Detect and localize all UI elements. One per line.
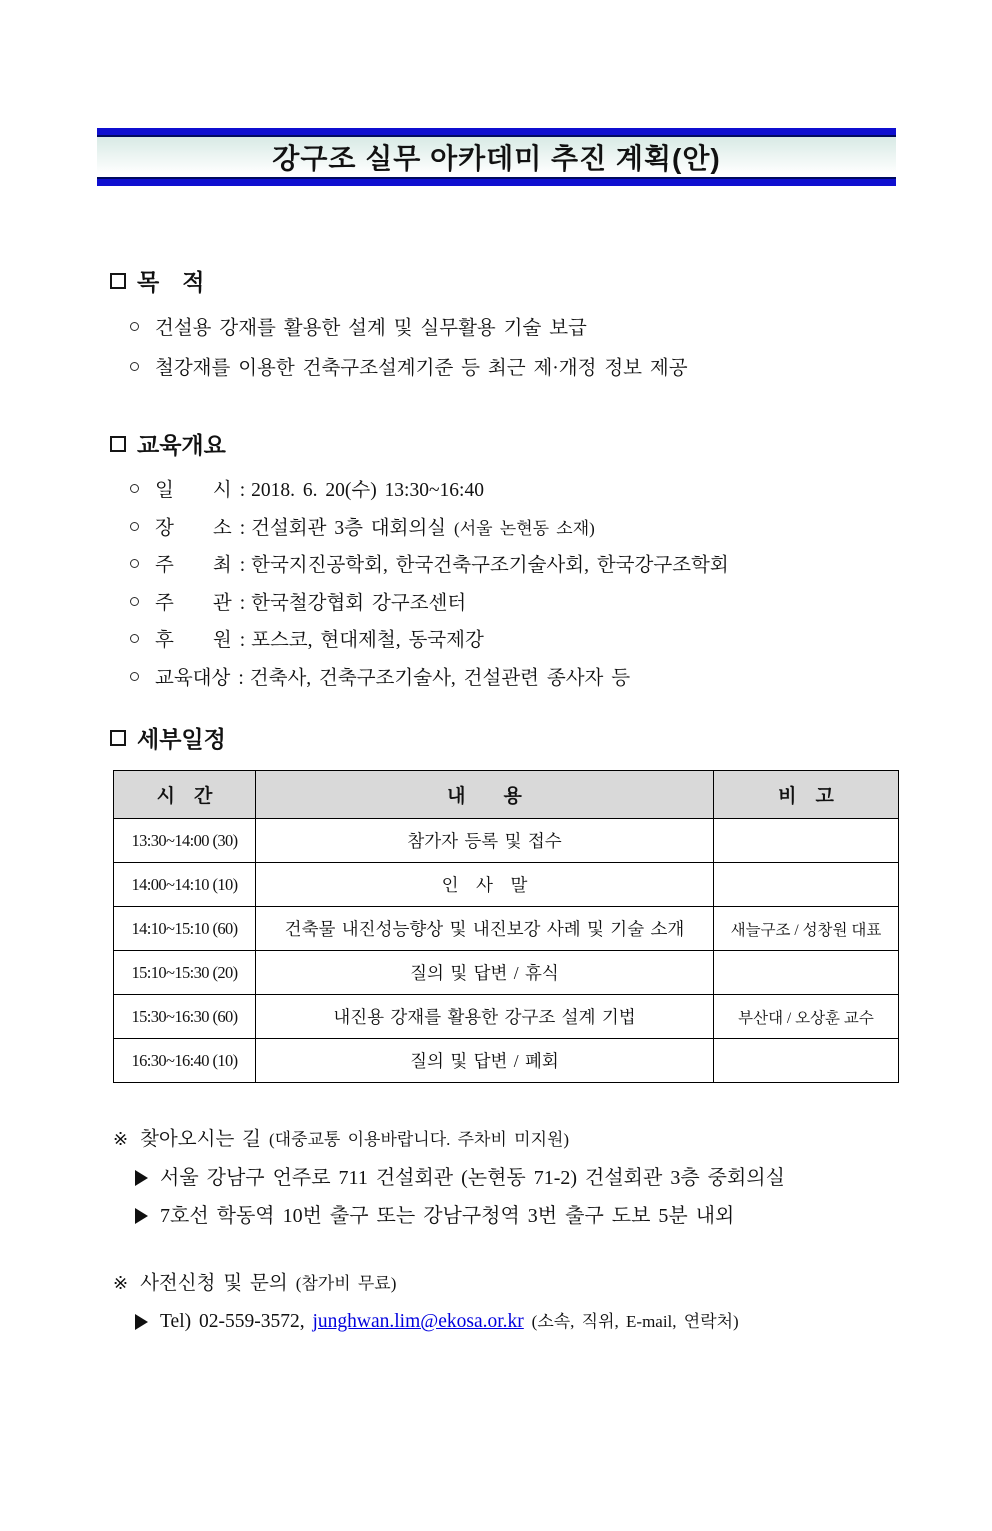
- purpose-item-text: 철강재를 이용한 건축구조설계기준 등 최근 제·개정 정보 제공: [155, 358, 688, 379]
- section-heading-schedule: [110, 721, 992, 754]
- overview-item: [130, 660, 992, 698]
- circle-bullet-icon: [130, 559, 139, 568]
- arrow-right-icon: [135, 1170, 148, 1186]
- purpose-item-text: 건설용 강재를 활용한 설계 및 실무활용 기술 보급: [155, 318, 587, 339]
- directions-heading: [113, 1123, 992, 1151]
- title-banner: [97, 128, 896, 186]
- schedule-row: [114, 995, 899, 1039]
- purpose-item: [130, 349, 992, 389]
- overview-item-text: 주 관 : 한국철강협회 강구조센터: [155, 592, 467, 614]
- directions-list: [135, 1159, 992, 1235]
- schedule-time-cell: 16:30~16:40 (10): [114, 1039, 256, 1083]
- directions-heading-note: (대중교통 이용바랍니다. 주차비 미지원): [269, 1130, 570, 1149]
- schedule-note-cell: 부산대 / 오상훈 교수: [714, 995, 899, 1039]
- section-schedule: [0, 721, 992, 1083]
- schedule-time-cell: 14:00~14:10 (10): [114, 863, 256, 907]
- directions-heading-label: 찾아오시는 길: [140, 1129, 261, 1150]
- reference-mark-icon: ※: [113, 1273, 129, 1293]
- overview-item: [130, 510, 992, 548]
- section-heading-schedule-label: 세부일정: [137, 726, 226, 752]
- contact-email-link[interactable]: junghwan.lim@ekosa.or.kr: [312, 1311, 524, 1332]
- contact-heading: [113, 1267, 992, 1295]
- contact-heading-label: 사전신청 및 문의: [140, 1273, 288, 1294]
- overview-item: [130, 585, 992, 623]
- contact-tel: Tel) 02-559-3572,: [160, 1311, 305, 1332]
- schedule-content-cell: 질의 및 답변 / 휴식: [256, 951, 714, 995]
- schedule-content-cell: 건축물 내진성능향상 및 내진보강 사례 및 기술 소개: [256, 907, 714, 951]
- overview-item-text: 일 시 : 2018. 6. 20(수) 13:30~16:40: [155, 480, 484, 501]
- schedule-column-header: 비 고: [714, 771, 899, 819]
- schedule-row: [114, 819, 899, 863]
- overview-item-text: 교육대상 : 건축사, 건축구조기술사, 건설관련 종사자 등: [155, 667, 631, 689]
- circle-bullet-icon: [130, 672, 139, 681]
- schedule-note-cell: [714, 863, 899, 907]
- schedule-content-cell: 참가자 등록 및 접수: [256, 819, 714, 863]
- schedule-content-cell: 내진용 강재를 활용한 강구조 설계 기법: [256, 995, 714, 1039]
- reference-mark-icon: ※: [113, 1129, 129, 1149]
- circle-bullet-icon: [130, 522, 139, 531]
- overview-item: [130, 547, 992, 585]
- directions-item-text: 7호선 학동역 10번 출구 또는 강남구청역 3번 출구 도보 5분 내외: [160, 1205, 735, 1227]
- schedule-row: [114, 907, 899, 951]
- schedule-table-header-row: [114, 771, 899, 819]
- circle-bullet-icon: [130, 597, 139, 606]
- purpose-list: [0, 309, 992, 389]
- directions-block: [113, 1123, 992, 1235]
- schedule-time-cell: 14:10~15:10 (60): [114, 907, 256, 951]
- contact-suffix: (소속, 직위, E-mail, 연락처): [531, 1312, 739, 1331]
- section-purpose: [0, 264, 992, 389]
- schedule-note-cell: [714, 951, 899, 995]
- contact-block: [113, 1267, 992, 1341]
- circle-bullet-icon: [130, 362, 139, 371]
- directions-item: [135, 1197, 992, 1235]
- contact-heading-note: (참가비 무료): [295, 1274, 397, 1293]
- schedule-time-cell: 13:30~14:00 (30): [114, 819, 256, 863]
- schedule-row: [114, 863, 899, 907]
- schedule-column-header: 내 용: [256, 771, 714, 819]
- overview-item-text: 후 원 : 포스코, 현대제철, 동국제강: [155, 630, 484, 651]
- schedule-time-cell: 15:10~15:30 (20): [114, 951, 256, 995]
- schedule-note-cell: [714, 819, 899, 863]
- overview-item-text: 주 최 : 한국지진공학회, 한국건축구조기술사회, 한국강구조학회: [155, 555, 729, 576]
- purpose-item: [130, 309, 992, 349]
- checkbox-icon: [110, 436, 126, 452]
- overview-list: [0, 472, 992, 697]
- arrow-right-icon: [135, 1314, 148, 1330]
- overview-item: [130, 622, 992, 660]
- section-overview: [0, 427, 992, 697]
- checkbox-icon: [110, 273, 126, 289]
- checkbox-icon: [110, 730, 126, 746]
- schedule-row: [114, 1039, 899, 1083]
- schedule-content-cell: 인 사 말: [256, 863, 714, 907]
- document-page: [0, 128, 992, 1531]
- schedule-note-cell: 새늘구조 / 성창원 대표: [714, 907, 899, 951]
- circle-bullet-icon: [130, 484, 139, 493]
- section-heading-overview: [110, 427, 992, 460]
- schedule-content-cell: 질의 및 답변 / 폐회: [256, 1039, 714, 1083]
- schedule-row: [114, 951, 899, 995]
- schedule-note-cell: [714, 1039, 899, 1083]
- contact-line: [135, 1303, 992, 1341]
- page-title: 강구조 실무 아카데미 추진 계획(안): [97, 135, 896, 179]
- circle-bullet-icon: [130, 322, 139, 331]
- overview-item: [130, 472, 992, 510]
- schedule-time-cell: 15:30~16:30 (60): [114, 995, 256, 1039]
- directions-item: [135, 1159, 992, 1197]
- schedule-table: [113, 770, 899, 1083]
- directions-item-text: 서울 강남구 언주로 711 건설회관 (논현동 71-2) 건설회관 3층 중회의실: [160, 1167, 785, 1189]
- section-heading-purpose-label: 목 적: [137, 269, 205, 295]
- section-heading-purpose: [110, 264, 992, 297]
- section-heading-overview-label: 교육개요: [137, 432, 226, 458]
- circle-bullet-icon: [130, 634, 139, 643]
- overview-item-text: 장 소 : 건설회관 3층 대회의실 (서울 논현동 소재): [155, 517, 595, 539]
- arrow-right-icon: [135, 1208, 148, 1224]
- schedule-column-header: 시 간: [114, 771, 256, 819]
